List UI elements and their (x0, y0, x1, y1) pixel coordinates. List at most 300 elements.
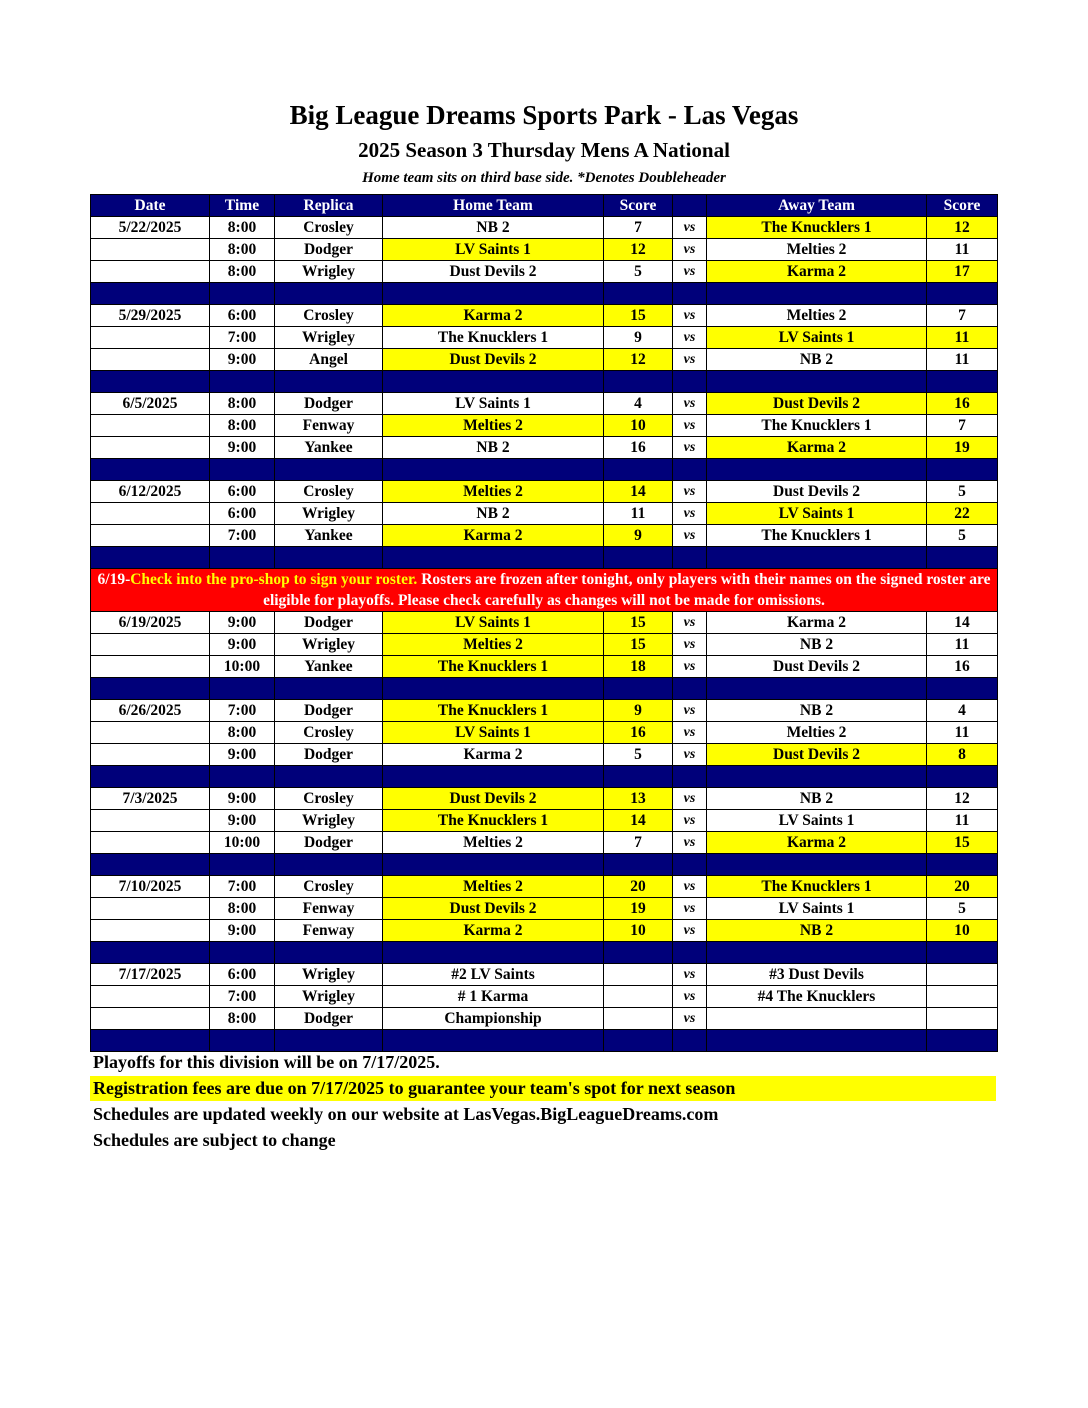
home-team: Melties 2 (383, 415, 604, 437)
home-team: NB 2 (383, 437, 604, 459)
separator-cell (210, 547, 275, 569)
away-score: 11 (927, 349, 998, 371)
separator-cell (707, 459, 927, 481)
vs-label: vs (673, 788, 707, 810)
table-row (91, 217, 998, 239)
game-replica: Dodger (275, 832, 383, 854)
separator-cell (604, 371, 673, 393)
home-team: Melties 2 (383, 634, 604, 656)
table-row (91, 261, 998, 283)
table-row (91, 898, 998, 920)
game-date: 6/5/2025 (91, 393, 210, 415)
away-team: The Knucklers 1 (707, 876, 927, 898)
separator-cell (673, 1030, 707, 1052)
game-date (91, 525, 210, 547)
home-score: 7 (604, 832, 673, 854)
home-team: Dust Devils 2 (383, 349, 604, 371)
away-score: 16 (927, 656, 998, 678)
game-time: 8:00 (210, 898, 275, 920)
separator-cell (604, 766, 673, 788)
separator-cell (673, 942, 707, 964)
home-team: LV Saints 1 (383, 239, 604, 261)
game-time: 8:00 (210, 415, 275, 437)
separator-cell (91, 371, 210, 393)
separator-cell (383, 854, 604, 876)
game-time: 10:00 (210, 656, 275, 678)
game-time: 8:00 (210, 393, 275, 415)
game-date (91, 656, 210, 678)
separator-cell (210, 371, 275, 393)
game-date (91, 744, 210, 766)
vs-label: vs (673, 349, 707, 371)
table-row (91, 415, 998, 437)
table-row (91, 986, 998, 1008)
home-team: Karma 2 (383, 920, 604, 942)
game-date (91, 920, 210, 942)
away-score (927, 964, 998, 986)
game-time: 8:00 (210, 722, 275, 744)
col-home-team: Home Team (383, 195, 604, 217)
separator-cell (927, 942, 998, 964)
home-score: 5 (604, 744, 673, 766)
notice-date: 6/19- (97, 571, 131, 588)
game-date (91, 722, 210, 744)
away-score: 14 (927, 612, 998, 634)
vs-label: vs (673, 612, 707, 634)
game-date: 5/29/2025 (91, 305, 210, 327)
home-team: Melties 2 (383, 876, 604, 898)
col-away-team: Away Team (707, 195, 927, 217)
away-score: 15 (927, 832, 998, 854)
col-home-score: Score (604, 195, 673, 217)
game-time: 9:00 (210, 437, 275, 459)
table-header-row (91, 195, 998, 217)
week-separator (91, 283, 998, 305)
vs-label: vs (673, 525, 707, 547)
table-row (91, 481, 998, 503)
week-separator (91, 854, 998, 876)
table-row (91, 327, 998, 349)
schedule-body (91, 217, 998, 1052)
away-team: Karma 2 (707, 437, 927, 459)
away-team (707, 1008, 927, 1030)
game-time: 6:00 (210, 503, 275, 525)
home-score: 4 (604, 393, 673, 415)
roster-notice-row (91, 569, 998, 612)
separator-cell (383, 942, 604, 964)
home-score (604, 986, 673, 1008)
vs-label: vs (673, 503, 707, 525)
separator-cell (707, 854, 927, 876)
schedule-note: Home team sits on third base side. *Denotes Doubleheader (362, 170, 726, 186)
home-score: 16 (604, 437, 673, 459)
table-row (91, 612, 998, 634)
away-score (927, 986, 998, 1008)
game-replica: Wrigley (275, 634, 383, 656)
separator-cell (91, 1030, 210, 1052)
table-row (91, 503, 998, 525)
home-score: 20 (604, 876, 673, 898)
separator-cell (210, 678, 275, 700)
away-team: NB 2 (707, 920, 927, 942)
home-team: LV Saints 1 (383, 722, 604, 744)
separator-cell (91, 678, 210, 700)
separator-cell (383, 547, 604, 569)
vs-label: vs (673, 810, 707, 832)
away-team: Dust Devils 2 (707, 481, 927, 503)
away-score: 4 (927, 700, 998, 722)
separator-cell (707, 766, 927, 788)
game-time: 7:00 (210, 876, 275, 898)
vs-label: vs (673, 744, 707, 766)
table-row (91, 349, 998, 371)
home-team: NB 2 (383, 503, 604, 525)
away-score (927, 1008, 998, 1030)
game-replica: Wrigley (275, 986, 383, 1008)
home-score: 14 (604, 810, 673, 832)
home-score: 15 (604, 612, 673, 634)
vs-label: vs (673, 327, 707, 349)
vs-label: vs (673, 261, 707, 283)
separator-cell (927, 766, 998, 788)
separator-cell (927, 283, 998, 305)
separator-cell (707, 942, 927, 964)
game-replica: Fenway (275, 898, 383, 920)
game-replica: Wrigley (275, 964, 383, 986)
vs-label: vs (673, 898, 707, 920)
vs-label: vs (673, 700, 707, 722)
away-score: 7 (927, 305, 998, 327)
table-row (91, 437, 998, 459)
home-score: 15 (604, 634, 673, 656)
game-date: 6/19/2025 (91, 612, 210, 634)
home-score: 14 (604, 481, 673, 503)
game-replica: Dodger (275, 393, 383, 415)
home-score: 16 (604, 722, 673, 744)
away-score: 12 (927, 217, 998, 239)
table-row (91, 832, 998, 854)
game-time: 8:00 (210, 261, 275, 283)
home-score: 12 (604, 349, 673, 371)
game-replica: Wrigley (275, 327, 383, 349)
away-team: Karma 2 (707, 261, 927, 283)
game-replica: Dodger (275, 1008, 383, 1030)
separator-cell (673, 283, 707, 305)
home-score: 15 (604, 305, 673, 327)
week-separator (91, 459, 998, 481)
away-score: 5 (927, 898, 998, 920)
home-score: 11 (604, 503, 673, 525)
home-team: The Knucklers 1 (383, 810, 604, 832)
separator-cell (927, 854, 998, 876)
separator-cell (275, 1030, 383, 1052)
table-row (91, 744, 998, 766)
vs-label: vs (673, 217, 707, 239)
col-away-score: Score (927, 195, 998, 217)
home-score (604, 964, 673, 986)
separator-cell (673, 678, 707, 700)
game-replica: Crosley (275, 788, 383, 810)
game-replica: Wrigley (275, 503, 383, 525)
game-time: 9:00 (210, 634, 275, 656)
away-score: 7 (927, 415, 998, 437)
separator-cell (604, 854, 673, 876)
away-score: 12 (927, 788, 998, 810)
game-date (91, 437, 210, 459)
separator-cell (707, 283, 927, 305)
game-date (91, 415, 210, 437)
home-score: 12 (604, 239, 673, 261)
away-score: 11 (927, 722, 998, 744)
away-team: Karma 2 (707, 832, 927, 854)
separator-cell (91, 854, 210, 876)
table-row (91, 810, 998, 832)
separator-cell (604, 1030, 673, 1052)
vs-label: vs (673, 239, 707, 261)
separator-cell (927, 547, 998, 569)
game-date: 7/3/2025 (91, 788, 210, 810)
vs-label: vs (673, 634, 707, 656)
away-score: 17 (927, 261, 998, 283)
game-time: 9:00 (210, 744, 275, 766)
footer-registration: Registration fees are due on 7/17/2025 to guarantee your team's spot for next season (90, 1076, 996, 1101)
separator-cell (927, 459, 998, 481)
separator-cell (275, 942, 383, 964)
away-score: 10 (927, 920, 998, 942)
page-subtitle: 2025 Season 3 Thursday Mens A National (358, 138, 730, 162)
game-date (91, 349, 210, 371)
separator-cell (927, 1030, 998, 1052)
col-replica: Replica (275, 195, 383, 217)
separator-cell (275, 371, 383, 393)
home-score: 18 (604, 656, 673, 678)
game-replica: Yankee (275, 656, 383, 678)
game-time: 6:00 (210, 481, 275, 503)
away-team: LV Saints 1 (707, 327, 927, 349)
away-team: NB 2 (707, 700, 927, 722)
game-date (91, 503, 210, 525)
away-team: Melties 2 (707, 239, 927, 261)
game-date (91, 810, 210, 832)
game-replica: Dodger (275, 239, 383, 261)
home-score: 13 (604, 788, 673, 810)
away-team: The Knucklers 1 (707, 217, 927, 239)
away-score: 22 (927, 503, 998, 525)
game-time: 9:00 (210, 788, 275, 810)
game-time: 8:00 (210, 239, 275, 261)
game-date (91, 986, 210, 1008)
away-team: Melties 2 (707, 722, 927, 744)
away-score: 11 (927, 327, 998, 349)
game-replica: Crosley (275, 722, 383, 744)
game-time: 10:00 (210, 832, 275, 854)
home-team: Melties 2 (383, 481, 604, 503)
separator-cell (91, 459, 210, 481)
away-team: The Knucklers 1 (707, 525, 927, 547)
game-time: 6:00 (210, 305, 275, 327)
game-time: 7:00 (210, 327, 275, 349)
separator-cell (383, 459, 604, 481)
separator-cell (383, 678, 604, 700)
page-title: Big League Dreams Sports Park - Las Vegas (289, 100, 799, 130)
separator-cell (707, 371, 927, 393)
home-team: The Knucklers 1 (383, 700, 604, 722)
footer-playoffs: Playoffs for this division will be on 7/17/2025. (93, 1052, 440, 1072)
away-score: 5 (927, 525, 998, 547)
week-separator (91, 766, 998, 788)
home-team: Dust Devils 2 (383, 261, 604, 283)
game-date (91, 239, 210, 261)
separator-cell (275, 283, 383, 305)
game-date (91, 898, 210, 920)
away-team: Dust Devils 2 (707, 393, 927, 415)
table-row (91, 656, 998, 678)
home-team: Melties 2 (383, 832, 604, 854)
home-team: Championship (383, 1008, 604, 1030)
game-time: 7:00 (210, 700, 275, 722)
vs-label: vs (673, 305, 707, 327)
footer-disclaimer: Schedules are subject to change (93, 1130, 336, 1150)
home-team: Dust Devils 2 (383, 898, 604, 920)
week-separator (91, 371, 998, 393)
game-replica: Crosley (275, 217, 383, 239)
separator-cell (275, 547, 383, 569)
separator-cell (210, 283, 275, 305)
away-score: 5 (927, 481, 998, 503)
separator-cell (673, 766, 707, 788)
separator-cell (604, 547, 673, 569)
away-team: LV Saints 1 (707, 503, 927, 525)
game-replica: Wrigley (275, 810, 383, 832)
separator-cell (383, 371, 604, 393)
game-date (91, 327, 210, 349)
home-team: The Knucklers 1 (383, 656, 604, 678)
game-time: 9:00 (210, 810, 275, 832)
vs-label: vs (673, 964, 707, 986)
away-score: 11 (927, 634, 998, 656)
col-time: Time (210, 195, 275, 217)
home-team: Karma 2 (383, 305, 604, 327)
game-time: 8:00 (210, 1008, 275, 1030)
separator-cell (275, 459, 383, 481)
game-date (91, 832, 210, 854)
vs-label: vs (673, 986, 707, 1008)
separator-cell (673, 371, 707, 393)
away-team: NB 2 (707, 349, 927, 371)
table-row (91, 964, 998, 986)
away-team: #3 Dust Devils (707, 964, 927, 986)
away-score: 16 (927, 393, 998, 415)
col-vs (673, 195, 707, 217)
vs-label: vs (673, 393, 707, 415)
table-row (91, 788, 998, 810)
notice-highlight: Check into the pro-shop to sign your roster. (130, 571, 418, 588)
separator-cell (210, 766, 275, 788)
away-team: Karma 2 (707, 612, 927, 634)
home-team: NB 2 (383, 217, 604, 239)
away-score: 11 (927, 239, 998, 261)
table-row (91, 1008, 998, 1030)
away-team: NB 2 (707, 634, 927, 656)
separator-cell (210, 854, 275, 876)
game-time: 9:00 (210, 612, 275, 634)
home-score: 10 (604, 415, 673, 437)
roster-notice (91, 569, 998, 612)
game-date (91, 1008, 210, 1030)
home-score: 5 (604, 261, 673, 283)
home-team: LV Saints 1 (383, 393, 604, 415)
away-team: Dust Devils 2 (707, 744, 927, 766)
footer-website: Schedules are updated weekly on our website at LasVegas.BigLeagueDreams.com (93, 1104, 719, 1124)
game-replica: Dodger (275, 700, 383, 722)
separator-cell (673, 459, 707, 481)
table-row (91, 305, 998, 327)
col-date: Date (91, 195, 210, 217)
vs-label: vs (673, 722, 707, 744)
away-score: 8 (927, 744, 998, 766)
game-time: 9:00 (210, 920, 275, 942)
game-replica: Angel (275, 349, 383, 371)
game-time: 7:00 (210, 986, 275, 1008)
schedule-table (90, 194, 998, 1052)
home-score: 7 (604, 217, 673, 239)
notice-text: Rosters are frozen after tonight, only players with their names on the signed roster are eligible for playoffs. Please check carefully as changes will not be made for omissions. (263, 571, 991, 609)
separator-cell (275, 678, 383, 700)
separator-cell (91, 547, 210, 569)
game-replica: Yankee (275, 437, 383, 459)
separator-cell (383, 766, 604, 788)
home-team: # 1 Karma (383, 986, 604, 1008)
game-date: 7/10/2025 (91, 876, 210, 898)
separator-cell (383, 283, 604, 305)
table-row (91, 634, 998, 656)
away-team: LV Saints 1 (707, 810, 927, 832)
separator-cell (91, 283, 210, 305)
game-date: 6/26/2025 (91, 700, 210, 722)
table-row (91, 525, 998, 547)
game-replica: Wrigley (275, 261, 383, 283)
separator-cell (673, 854, 707, 876)
separator-cell (91, 942, 210, 964)
home-score: 19 (604, 898, 673, 920)
game-date: 6/12/2025 (91, 481, 210, 503)
away-score: 19 (927, 437, 998, 459)
home-team: Karma 2 (383, 744, 604, 766)
away-team: Melties 2 (707, 305, 927, 327)
game-replica: Dodger (275, 612, 383, 634)
game-replica: Crosley (275, 305, 383, 327)
home-score: 9 (604, 700, 673, 722)
vs-label: vs (673, 832, 707, 854)
game-replica: Yankee (275, 525, 383, 547)
game-replica: Crosley (275, 876, 383, 898)
table-row (91, 920, 998, 942)
separator-cell (275, 854, 383, 876)
game-date: 5/22/2025 (91, 217, 210, 239)
vs-label: vs (673, 481, 707, 503)
separator-cell (673, 547, 707, 569)
separator-cell (707, 1030, 927, 1052)
game-date (91, 634, 210, 656)
home-team: LV Saints 1 (383, 612, 604, 634)
game-date (91, 261, 210, 283)
week-separator (91, 942, 998, 964)
table-row (91, 239, 998, 261)
separator-cell (604, 678, 673, 700)
separator-cell (383, 1030, 604, 1052)
vs-label: vs (673, 656, 707, 678)
vs-label: vs (673, 876, 707, 898)
